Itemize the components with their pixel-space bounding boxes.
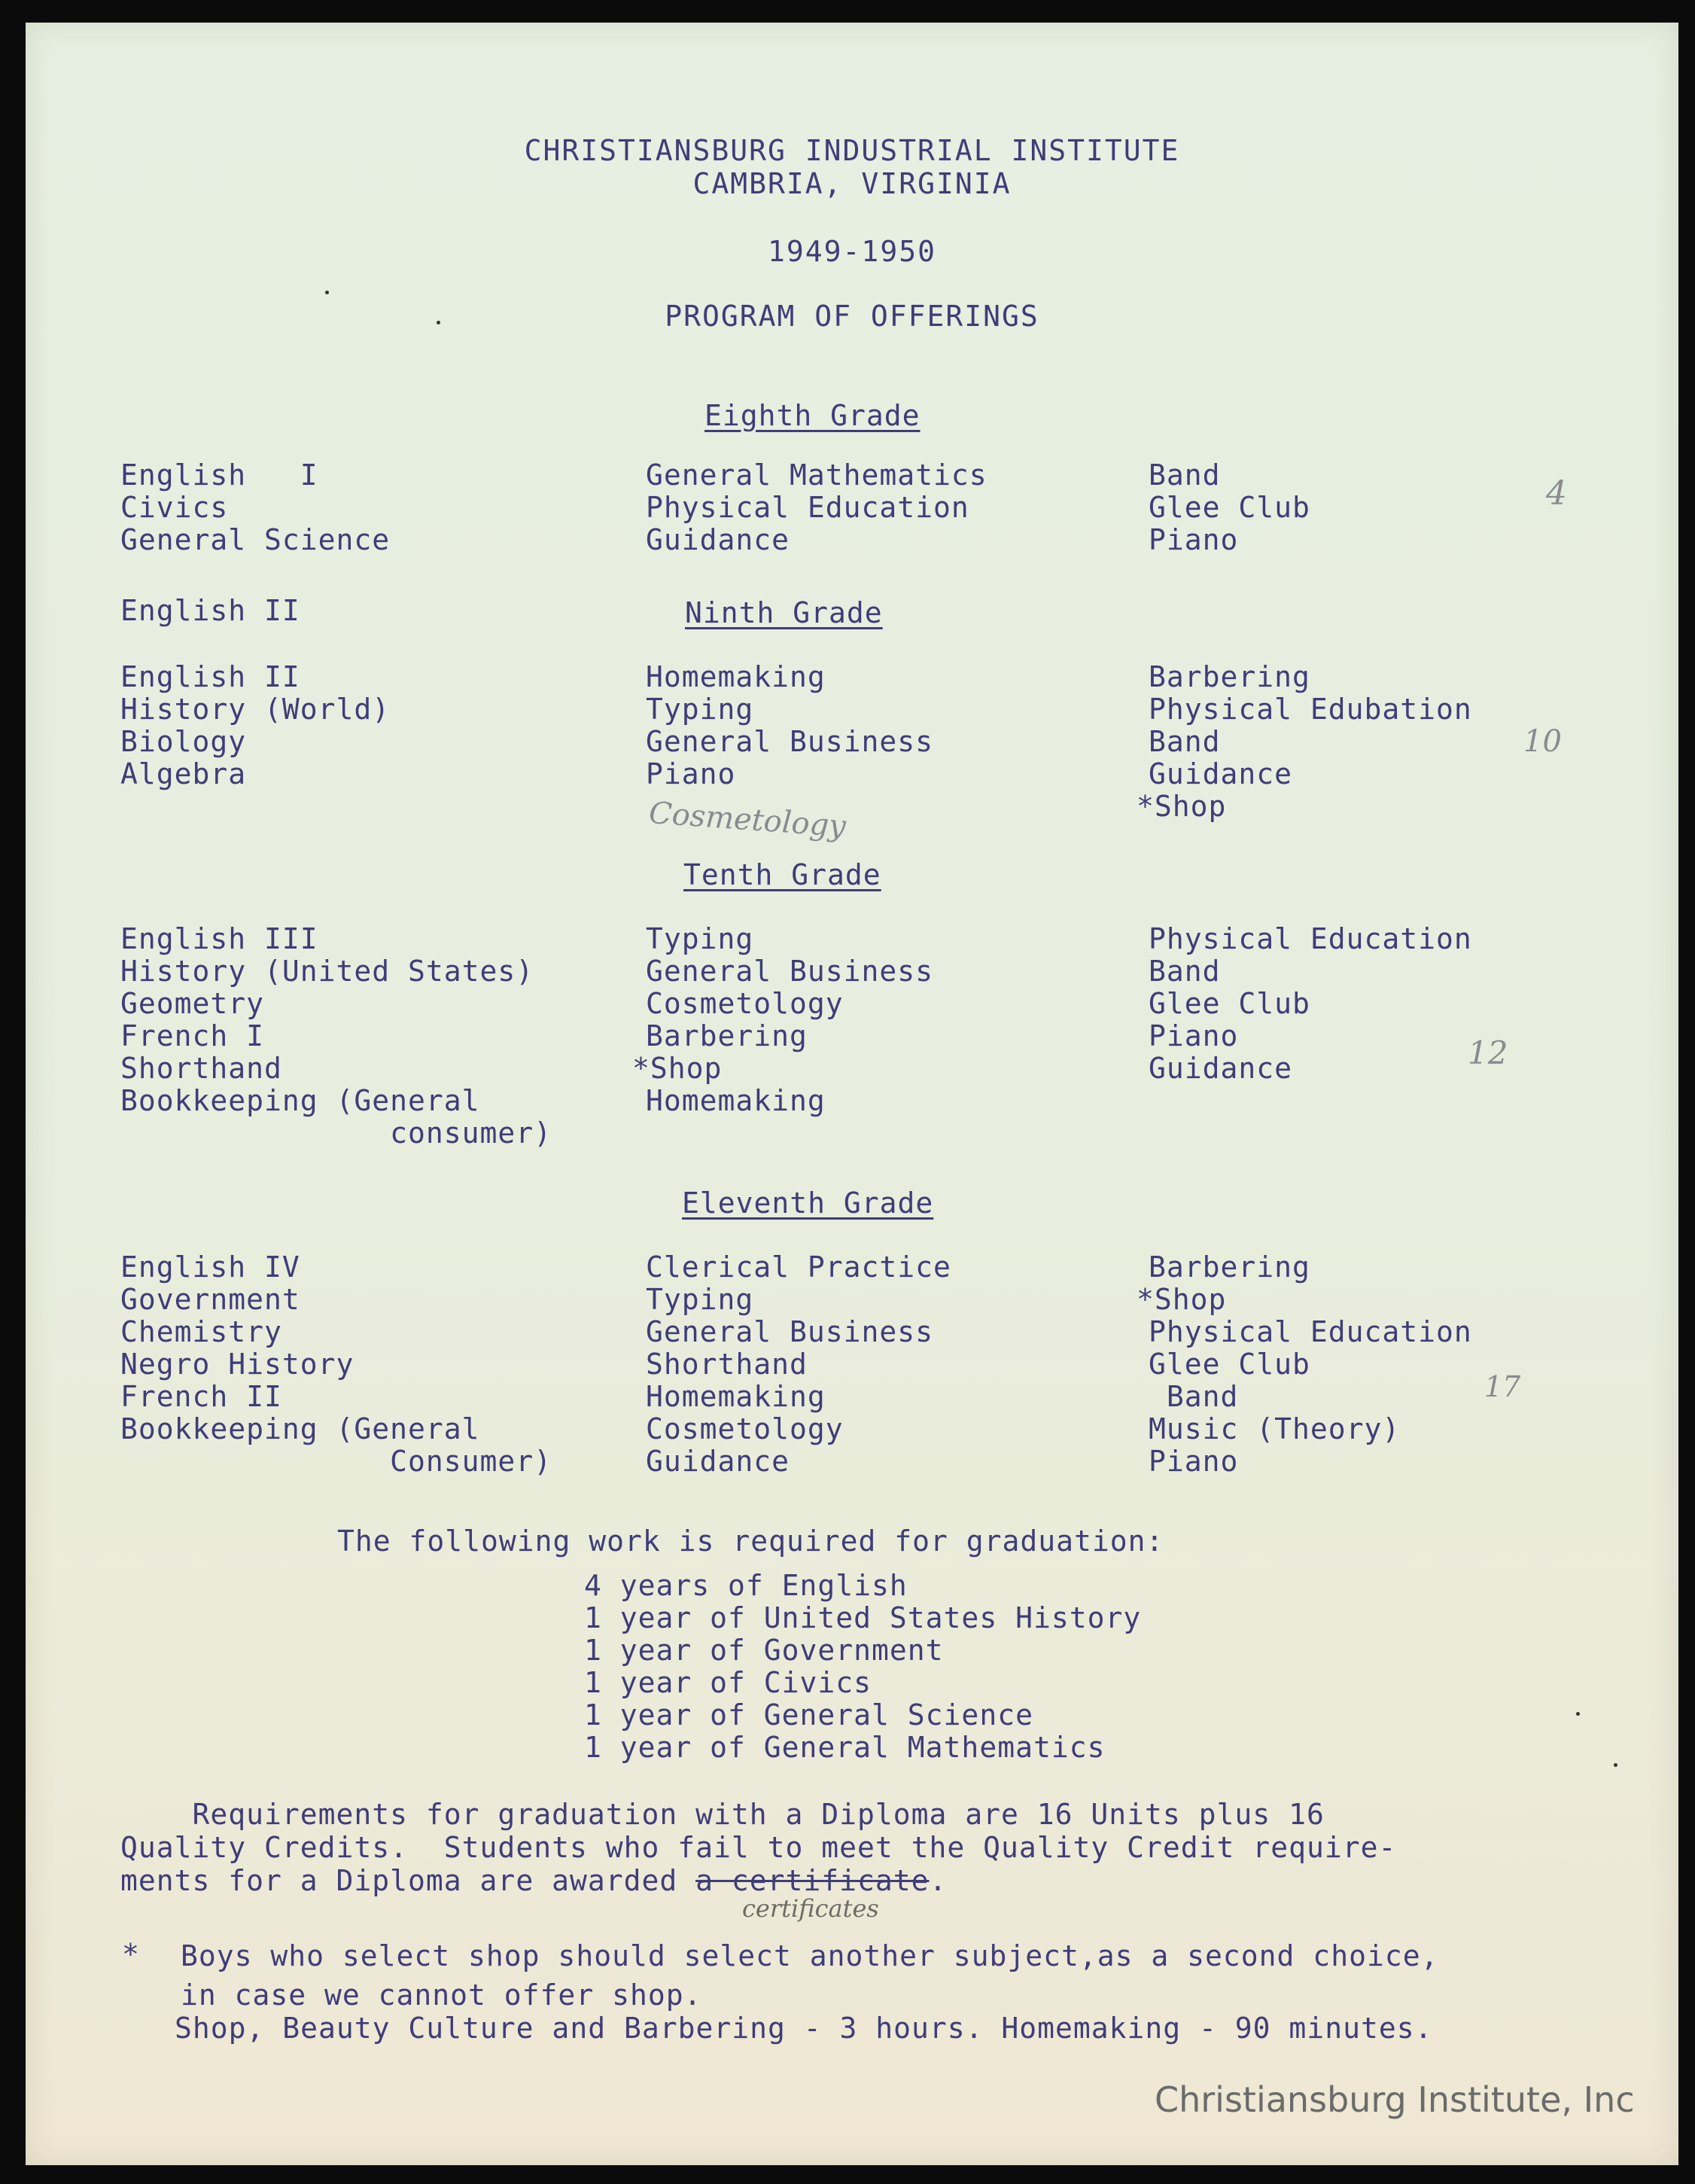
course-item: General Business <box>646 725 934 758</box>
ninth-grade-column-2 <box>646 661 933 790</box>
requirement-item: 1 year of General Mathematics <box>584 1731 1106 1764</box>
footnote-line-1: Boys who select shop should select another subject,as a second choice, <box>181 1939 1439 1972</box>
requirement-item: 1 year of United States History <box>584 1601 1142 1634</box>
course-item: Guidance <box>1149 1052 1293 1085</box>
diploma-line-3-end: . <box>929 1864 948 1897</box>
tenth-grade-heading: Tenth Grade <box>683 858 881 891</box>
diploma-line-3-text: ments for a Diploma are awarded <box>120 1864 696 1897</box>
course-item: *Shop <box>1137 1283 1227 1316</box>
diploma-line-3 <box>120 1864 947 1897</box>
course-item: consumer) <box>120 1116 552 1150</box>
requirement-item: 1 year of General Science <box>584 1698 1033 1732</box>
course-item: General Business <box>646 1315 934 1348</box>
course-item: English IV <box>120 1250 300 1284</box>
course-item: Guidance <box>646 523 790 556</box>
course-item: Barbering <box>1149 1250 1310 1284</box>
requirements-intro: The following work is required for graduation: <box>337 1525 1164 1558</box>
course-item: History (United States) <box>120 955 534 988</box>
course-item: Government <box>120 1283 300 1316</box>
course-item: Typing <box>646 922 754 955</box>
eighth-grade-column-2 <box>646 459 987 556</box>
course-item: Piano <box>1149 1019 1239 1052</box>
course-item: History (World) <box>120 693 391 726</box>
handwritten-cosmetology: Cosmetology <box>647 795 847 845</box>
eleventh-grade-column-1 <box>120 1251 552 1478</box>
paper-speck <box>325 291 329 294</box>
course-item: Shorthand <box>646 1348 808 1381</box>
program-title: PROGRAM OF OFFERINGS <box>665 300 1039 333</box>
eighth-grade-heading: Eighth Grade <box>704 399 921 432</box>
course-item: Geometry <box>120 987 265 1020</box>
diploma-line-2: Quality Credits. Students who fail to meet the Quality Credit require- <box>120 1831 1397 1864</box>
institution-location: CAMBRIA, VIRGINIA <box>692 167 1012 200</box>
eighth-grade-column-1 <box>120 459 390 556</box>
footnote-marker: * <box>122 1938 140 1971</box>
course-item: Barbering <box>1149 660 1310 693</box>
footnote-line-2: in case we cannot offer shop. <box>181 1978 702 2012</box>
course-item: Glee Club <box>1149 1348 1310 1381</box>
course-item: Homemaking <box>646 1380 826 1413</box>
course-item: Cosmetology <box>646 987 844 1020</box>
course-item: Physical Education <box>646 491 969 524</box>
institution-name: CHRISTIANSBURG INDUSTRIAL INSTITUTE <box>524 134 1180 167</box>
course-item: Chemistry <box>120 1315 282 1348</box>
course-item: Bookkeeping (General <box>120 1412 480 1445</box>
course-item: Music (Theory) <box>1149 1412 1401 1445</box>
course-item: Typing <box>646 1283 754 1316</box>
course-item: French II <box>120 1380 282 1413</box>
eleventh-grade-column-2 <box>646 1251 951 1478</box>
course-item: Glee Club <box>1149 491 1310 524</box>
ninth-grade-column-1 <box>120 661 390 790</box>
ninth-grade-column-3 <box>1137 661 1472 823</box>
course-item: Barbering <box>646 1019 808 1052</box>
eleventh-grade-heading: Eleventh Grade <box>682 1186 934 1220</box>
course-item: Band <box>1149 1380 1239 1413</box>
course-item: Cosmetology <box>646 1412 844 1445</box>
diploma-line-1: Requirements for graduation with a Diploma are 16 Units plus 16 <box>120 1798 1325 1831</box>
course-item: Biology <box>120 725 247 758</box>
course-item: Homemaking <box>646 1084 826 1117</box>
course-item: Piano <box>1149 523 1239 556</box>
course-item: *Shop <box>1137 790 1227 823</box>
course-item: Homemaking <box>646 660 826 693</box>
course-item: English I <box>120 458 318 492</box>
course-item: *Shop <box>632 1052 723 1085</box>
eleventh-grade-column-3 <box>1137 1251 1472 1478</box>
course-item: Consumer) <box>120 1445 552 1478</box>
course-item: Physical Education <box>1149 1315 1472 1348</box>
margin-note-ninth: 10 <box>1523 724 1562 759</box>
tenth-grade-column-3 <box>1149 923 1472 1085</box>
course-item: Guidance <box>646 1445 790 1478</box>
course-item: Band <box>1149 725 1221 758</box>
course-item: Clerical Practice <box>646 1250 951 1284</box>
course-item: General Mathematics <box>646 458 987 492</box>
margin-note-eleventh: 17 <box>1484 1370 1521 1403</box>
course-item: English II <box>120 660 300 693</box>
course-item: Band <box>1149 955 1221 988</box>
course-item: Bookkeeping (General <box>120 1084 480 1117</box>
paper-speck <box>437 321 440 324</box>
course-item: Piano <box>646 757 736 790</box>
watermark: Christiansburg Institute, Inc <box>1155 2079 1635 2120</box>
course-item: General Science <box>120 523 391 556</box>
course-item: Typing <box>646 693 754 726</box>
course-item: Physical Education <box>1149 922 1472 955</box>
course-item: Piano <box>1149 1445 1239 1478</box>
course-item: Civics <box>120 491 229 524</box>
course-item: Physical Edubation <box>1149 693 1472 726</box>
tenth-grade-column-1 <box>120 923 552 1150</box>
paper-speck <box>1576 1712 1580 1716</box>
paper-speck <box>1614 1763 1617 1767</box>
eighth-grade-column-3 <box>1149 459 1310 556</box>
requirements-list <box>584 1570 1141 1764</box>
struck-certificate: a certificate <box>695 1864 930 1897</box>
course-item: French I <box>120 1019 265 1052</box>
school-year: 1949-1950 <box>768 235 936 268</box>
course-item: Band <box>1149 458 1221 492</box>
tenth-grade-column-2 <box>632 923 933 1117</box>
course-item: Shorthand <box>120 1052 282 1085</box>
handwritten-correction: certificates <box>742 1894 879 1923</box>
requirement-item: 1 year of Civics <box>584 1666 872 1699</box>
footnote-line-3: Shop, Beauty Culture and Barbering - 3 hours. Homemaking - 90 minutes. <box>175 2012 1433 2045</box>
course-item: English III <box>120 922 318 955</box>
course-item: Negro History <box>120 1348 355 1381</box>
course-item: Guidance <box>1149 757 1293 790</box>
margin-note-eighth: 4 <box>1546 474 1567 513</box>
course-item: Algebra <box>120 757 247 790</box>
requirement-item: 4 years of English <box>584 1569 908 1602</box>
stray-line: English II <box>120 594 300 627</box>
requirement-item: 1 year of Government <box>584 1634 944 1667</box>
course-item: Glee Club <box>1149 987 1310 1020</box>
document-page <box>26 23 1678 2165</box>
ninth-grade-heading: Ninth Grade <box>685 596 883 629</box>
margin-note-tenth: 12 <box>1468 1034 1508 1071</box>
course-item: General Business <box>646 955 934 988</box>
